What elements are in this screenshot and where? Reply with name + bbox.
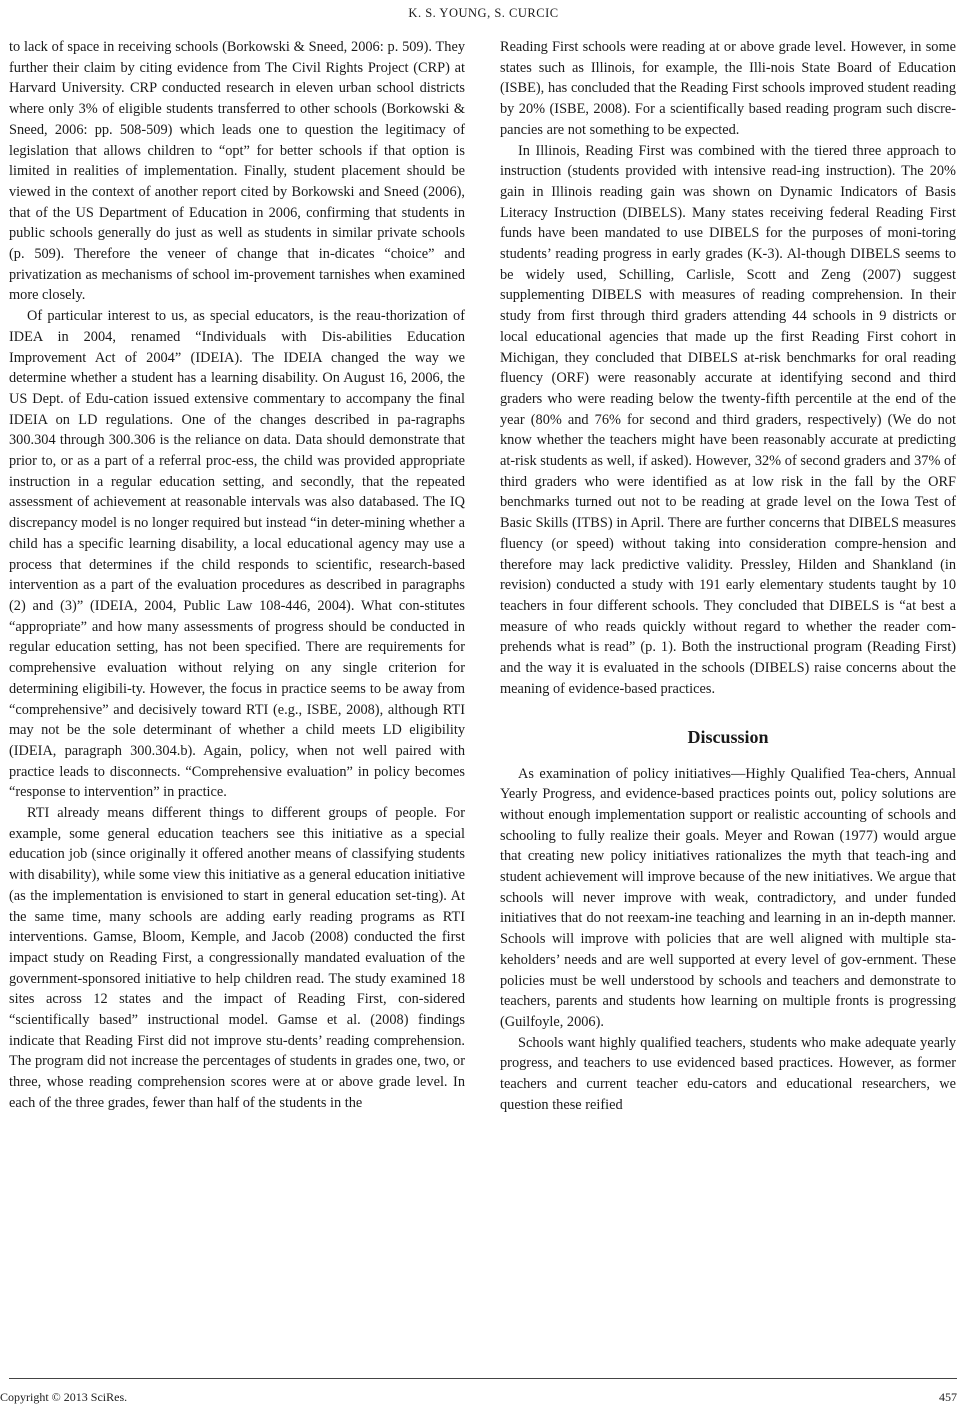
- page-number: 457: [939, 1390, 957, 1404]
- body-paragraph: Schools want highly qualified teachers, students who make adequate yearly progress, and teachers to use evidenced based practices. However, as former teachers and current teacher edu-cators and educational researchers, we question these reified: [500, 1034, 956, 1113]
- body-paragraph: RTI already means different things to different groups of people. For example, some general education teachers see this initiative as a special education job (since originally it offered another means of classifying students with disability), while some view this initiative as a general education initiative (as the implementation is envisioned to start in general education set-ting). At the same time, many schools are adding early reading programs as RTI interventions. Gamse, Bloom, Kemple, and Jacob (2008) conducted the first impact study on Reading First, a congressionally mandated evaluation of the government-sponsored initiative to help children read. The study examined 18 sites across 12 states and the impact of Reading First, con-sidered “scientifically based” instructional model. Gamse et al. (2008) findings indicate that Reading First did not improve stu-dents’ reading comprehension. The program did not increase the percentages of students in grades one, two, or three, whose reading comprehension scores were at or above grade level. In each of the three grades, fewer than half of the students in the: [9, 805, 465, 1111]
- right-column: [500, 37, 956, 1115]
- body-paragraph: Of particular interest to us, as special educators, is the reau-thorization of IDEA in 2004, renamed “Individuals with Dis-abilities Education Improvement Act of 2004” (IDEIA). The IDEIA changed the way we determine whether a student has a learning disability. On August 16, 2006, the US Dept. of Edu-cation issued extensive commentary to accompany the final IDEIA on LD regulations. One of the changes described in pa-ragraphs 300.304 through 300.306 is the reliance on data. Data should demonstrate that prior to, or as a part of a referral proc-ess, the child was provided appropriate instruction in a regular education setting, and secondly, that the repeated assessment of achievement at reasonable intervals was also databased. The IQ discrepancy model is no longer required but instead “in deter-mining whether a child has a specific learning disability, a local educational agency may use a process that determines if the child responds to scientific, research-based intervention as a part of the evaluation procedures as described in paragraphs (2) and (3)” (IDEIA, 2004, Public Law 108-446, 2004). What con-stitutes “appropriate” and how many assessments of progress should be conducted in regular education setting, has not been specified. There are requirements for comprehensive evaluation without relying on any single criterion for determining eligibili-ty. However, the focus in practice seems to be away from “comprehensive” and decisively toward RTI (e.g., ISBE, 2008), although RTI may not be the sole determinant of whether a child meets LD eligibility (IDEIA, paragraph 300.304.b). Again, policy, when not well paired with practice leads to disconnects. “Comprehensive evaluation” in policy becomes “response to intervention” in practice.: [9, 308, 465, 801]
- section-heading-discussion: Discussion: [687, 726, 769, 747]
- footer-rule: [9, 1378, 957, 1379]
- left-column: [9, 37, 465, 1114]
- body-paragraph: to lack of space in receiving schools (Borkowski & Sneed, 2006: p. 509). They further their claim by citing evidence from The Civil Rights Project (CRP) at Harvard University. CRP conducted research in eleven urban school districts where only 3% of eligible students transferred to other schools (Borkowski & Sneed, 2006: pp. 508-509) which leads one to question the legitimacy of legislation that allows children to “opt” for better schools if that option is limited in realities of implementation. Finally, student placement should be viewed in the context of another report cited by Borkowski and Sneed (2006), that of the US Department of Education in 2006, confirming that students in public schools generally do just as well as students in similar private schools (p. 509). Therefore the veneer of change that in-dicates “choice” and privatization as mechanisms of school im-provement tarnishes when examined more closely.: [9, 39, 465, 304]
- footer-copyright: Copyright © 2013 SciRes.: [0, 1390, 128, 1404]
- running-head: K. S. YOUNG, S. CURCIC: [408, 6, 559, 20]
- body-paragraph: Reading First schools were reading at or above grade level. However, in some states such as Illinois, for example, the Illi-nois State Board of Education (ISBE), has concluded that the Reading First schools improved student reading by 20% (ISBE, 2008). For a scientifically based reading program such discre-pancies are not something to be expected.: [500, 39, 956, 138]
- body-paragraph: As examination of policy initiatives—Highly Qualified Tea-chers, Annual Yearly Progress, and evidence-based practices points out, policy solutions are without enough implementation support or realistic accounting of schools and schooling to fully realize their goals. Meyer and Rowan (1977) would argue that creating new policy initiatives rationalizes the myth that teach-ing and student achievement will improve because of the new initiatives. We argue that schools will never improve with weak, contradictory, and under funded initiatives that do not reexam-ine teaching and learning in an in-depth manner. Schools will improve with policies that are well aligned with multiple sta-keholders’ needs and are well supported at every level of gov-ernment. These policies must be well understood by schools and teachers and demonstrate to teachers, parents and students how learning on multiple fronts is progressing (Guilfoyle, 2006).: [500, 765, 956, 1030]
- body-paragraph: In Illinois, Reading First was combined with the tiered three approach to instruction (students provided with intensive read-ing instruction). The 20% gain in Illinois reading gain was shown on Dynamic Indicators of Basis Literacy Instruction (DIBELS). Many states receiving federal Reading First funds have been mandated to use DIBELS for the purposes of moni-toring students’ reading progress in early grades (K-3). Al-though DIBELS seems to be widely used, Schilling, Carlisle, Scott and Zeng (2007) suggest supplementing DIBELS with measures of reading comprehension. In their study from first through third graders attending 44 schools in 9 districts or local educational agencies that made up the first Reading First cohort in Michigan, they concluded that DIBELS at-risk benchmarks for oral reading fluency (ORF) were reasonably accurate at identifying second and third graders who were reading below the twenty-fifth percentile at the end of the year (80% and 76% for second and third graders, respectively) (We do not know whether the teachers might have been reasonably accurate at predicting at-risk students as well, if asked). However, 32% of second graders and 37% of third graders who were identified as at low risk in the fall by the ORF benchmarks turned out not to be reading at grade level on the Iowa Test of Basic Skills (ITBS) in April. There are further concerns that DIBELS measures fluency (or speed) without taking into consideration compre-hension and therefore may lack predictive validity. Pressley, Hilden and Shankland (in revision) conducted a study with 191 early elementary students taught by 10 teachers in four different schools. They concluded that DIBELS is “at best a measure of who reads quickly without regard to whether the reader com-prehends what is read” (p. 1). Both the instructional program (Reading First) and the way it is evaluated in the schools (DIBELS) raise concerns about the meaning of evidence-based practices.: [500, 142, 956, 697]
